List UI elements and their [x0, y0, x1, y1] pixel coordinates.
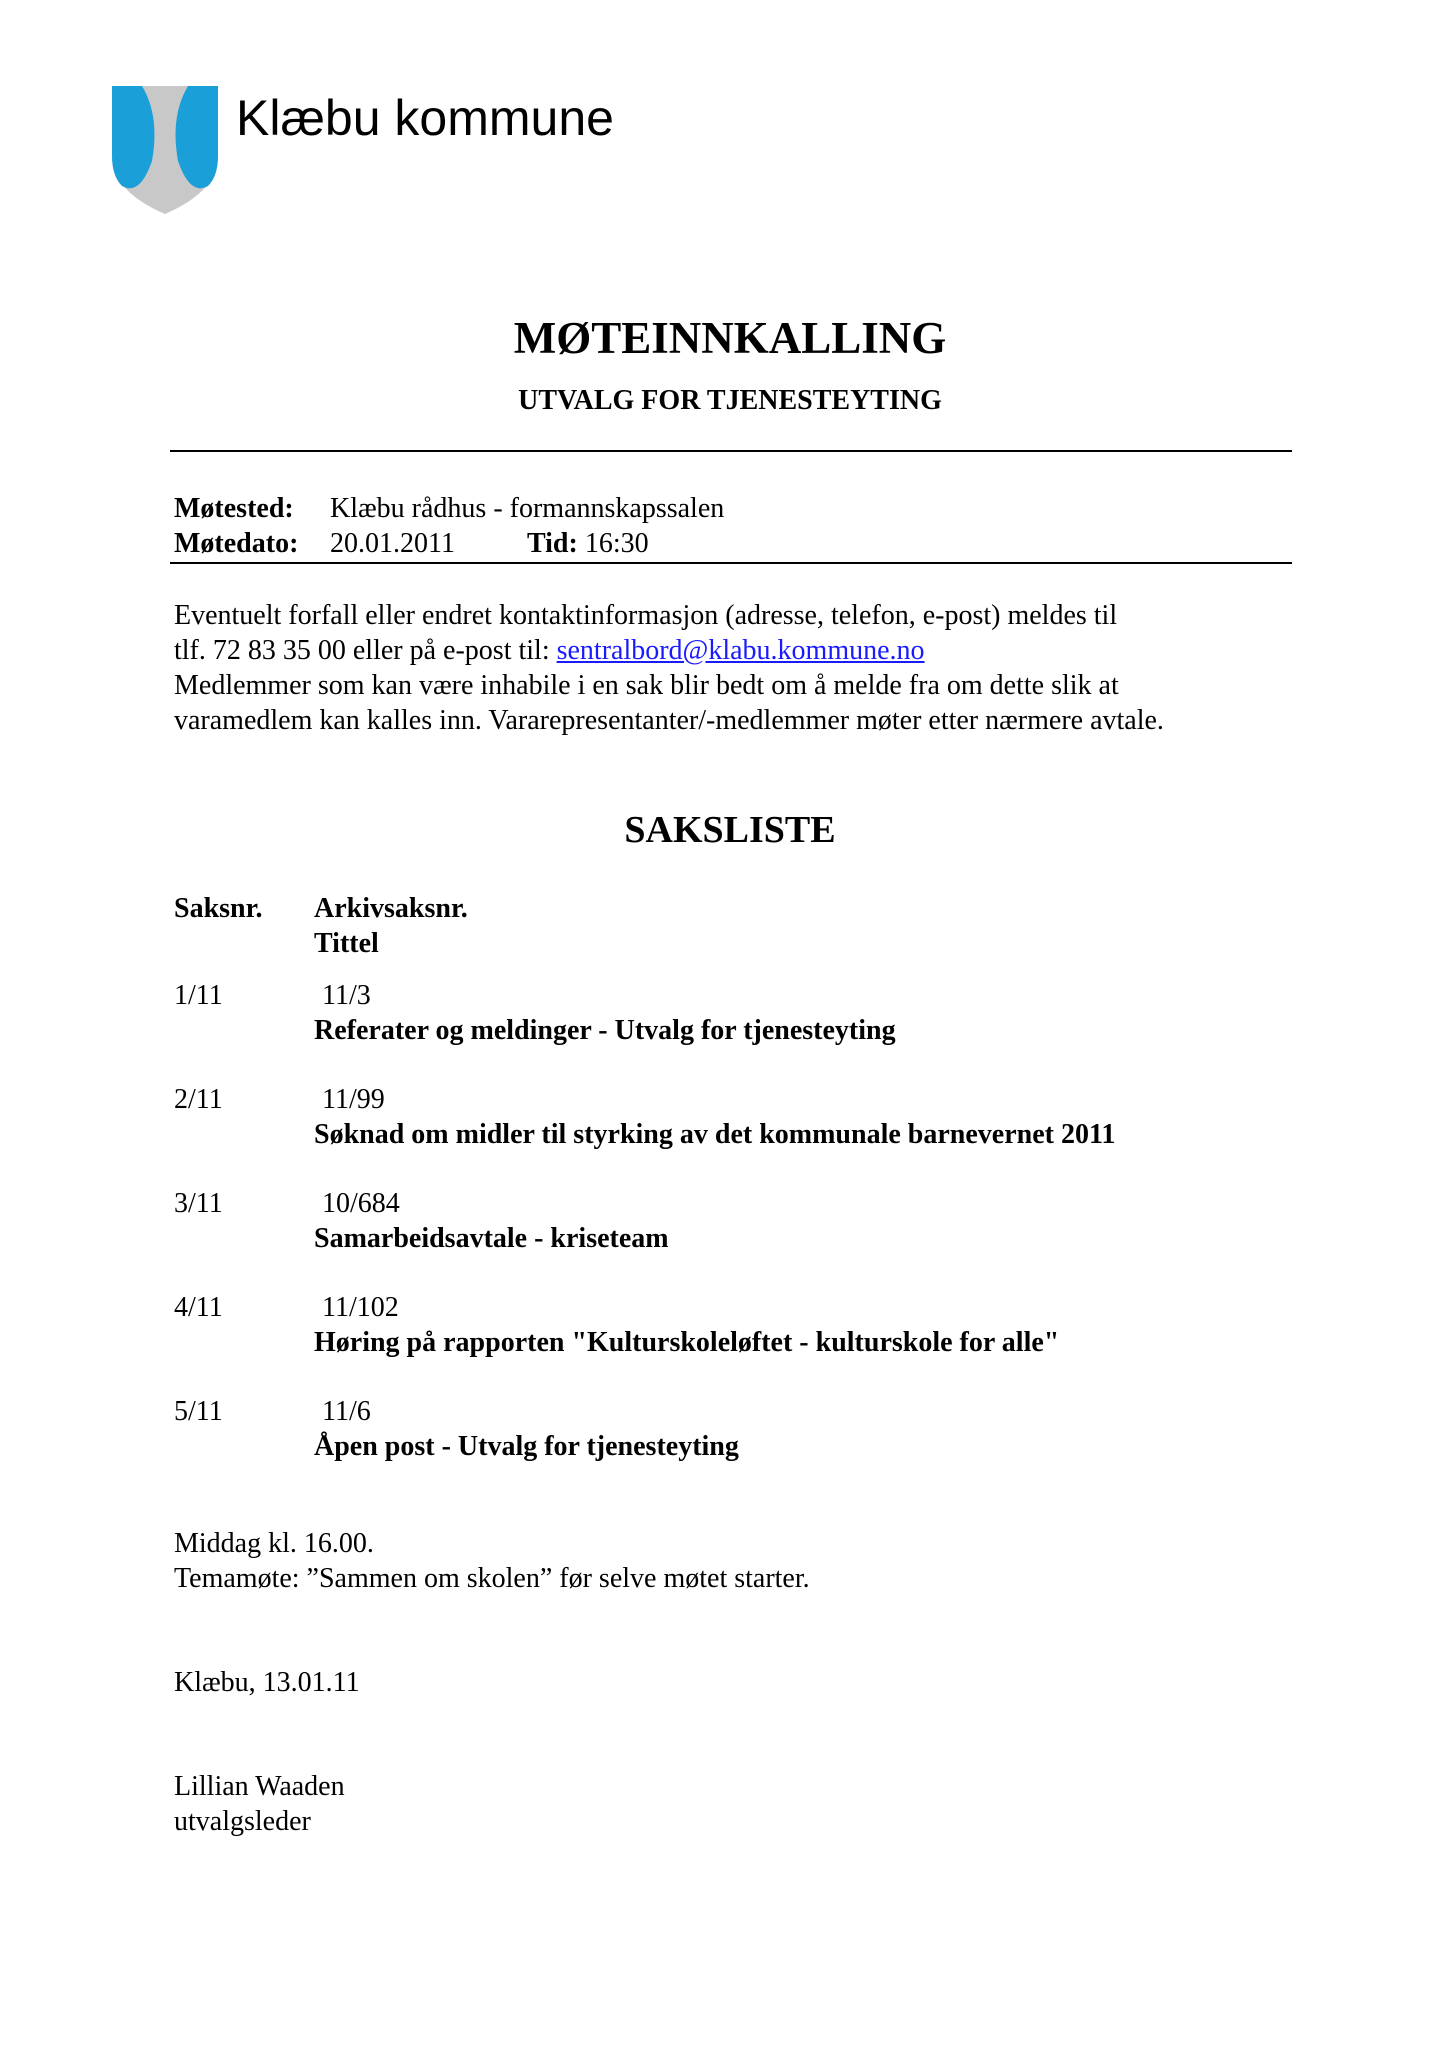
- meeting-time: 16:30: [584, 528, 649, 559]
- agenda-item-saksnr: 1/11: [174, 980, 223, 1011]
- signer-title: utvalgsleder: [174, 1806, 311, 1837]
- agenda-item-title: Referater og meldinger - Utvalg for tjenesteyting: [314, 1015, 896, 1046]
- document-subtitle: UTVALG FOR TJENESTEYTING: [518, 385, 942, 416]
- theme-meeting-note: Temamøte: ”Sammen om skolen” før selve møtet starter.: [174, 1563, 810, 1594]
- meeting-place: Klæbu rådhus - formannskapssalen: [330, 493, 725, 524]
- meeting-place-label: Møtested:: [174, 493, 294, 524]
- column-header-arkivsaksnr: Arkivsaksnr.: [314, 893, 468, 924]
- info-paragraph: [174, 598, 1284, 738]
- agenda-item-saksnr: 2/11: [174, 1084, 223, 1115]
- agenda-item-arkivsaksnr: 11/3: [322, 980, 371, 1011]
- document-title: MØTEINNKALLING: [513, 313, 947, 363]
- municipality-name: Klæbu kommune: [236, 90, 614, 146]
- info-contact-text: tlf. 72 83 35 00 eller på e-post til:: [174, 635, 557, 666]
- divider-top: [170, 450, 1292, 452]
- meeting-place-row: [174, 492, 724, 526]
- municipality-coat-of-arms: [112, 86, 218, 214]
- info-line-contact: [174, 633, 1284, 668]
- info-line: Medlemmer som kan være inhabile i en sak blir bedt om å melde fra om dette slik at: [174, 670, 1119, 701]
- agenda-item-arkivsaksnr: 11/102: [322, 1292, 399, 1323]
- agenda-item-saksnr: 5/11: [174, 1396, 223, 1427]
- email-link[interactable]: sentralbord@klabu.kommune.no: [556, 635, 925, 666]
- agenda-item-arkivsaksnr: 11/6: [322, 1396, 371, 1427]
- info-line: Eventuelt forfall eller endret kontaktinformasjon (adresse, telefon, e-post) meldes til: [174, 600, 1118, 631]
- agenda-item-saksnr: 3/11: [174, 1188, 223, 1219]
- agenda-item-title: Åpen post - Utvalg for tjenesteyting: [314, 1431, 739, 1462]
- agenda-item-title: Samarbeidsavtale - kriseteam: [314, 1223, 669, 1254]
- meeting-date-label: Møtedato:: [174, 528, 299, 559]
- column-header-saksnr: Saksnr.: [174, 893, 263, 924]
- agenda-item-arkivsaksnr: 10/684: [322, 1188, 400, 1219]
- meeting-time-label: Tid:: [526, 528, 578, 559]
- agenda-item-saksnr: 4/11: [174, 1292, 223, 1323]
- agenda-item-arkivsaksnr: 11/99: [322, 1084, 385, 1115]
- signer-name: Lillian Waaden: [174, 1771, 345, 1802]
- column-header-tittel: Tittel: [314, 928, 379, 959]
- dinner-note: Middag kl. 16.00.: [174, 1528, 374, 1559]
- agenda-item-title: Søknad om midler til styrking av det kommunale barnevernet 2011: [314, 1119, 1116, 1150]
- meeting-date-row: [174, 527, 649, 561]
- place-and-date: Klæbu, 13.01.11: [174, 1667, 360, 1698]
- info-line: varamedlem kan kalles inn. Vararepresentanter/-medlemmer møter etter nærmere avtale.: [174, 705, 1164, 736]
- meeting-date: 20.01.2011: [330, 528, 455, 559]
- agenda-title: SAKSLISTE: [624, 809, 836, 851]
- agenda-item-title: Høring på rapporten "Kulturskoleløftet - kulturskole for alle": [314, 1327, 1060, 1358]
- divider-meta: [170, 562, 1292, 564]
